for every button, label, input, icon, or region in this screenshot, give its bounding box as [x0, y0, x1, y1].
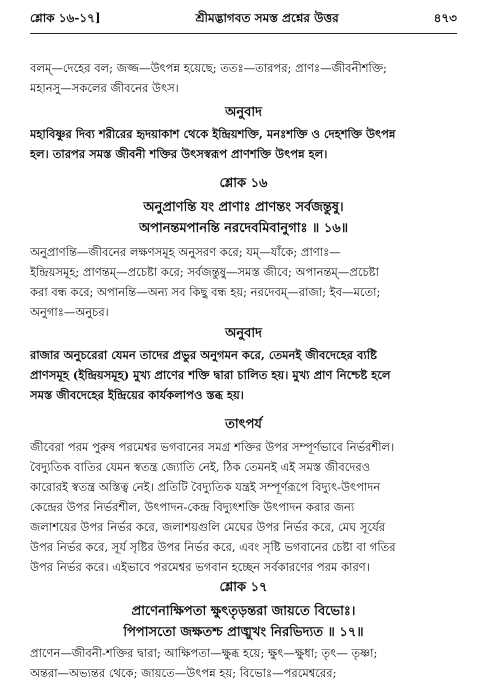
purport-line: উপর নির্ভর করে। এইভাবে পরমেশ্বর ভগবান হচ্ছেন সর্বকারণের পরম কারণ। [30, 560, 370, 574]
synonyms-16 [30, 242, 457, 322]
synonyms-line: মহানসু—সকলের জীবনের উৎস। [30, 81, 179, 95]
sloka-16-heading: শ্লোক ১৬ [219, 176, 268, 191]
translation-heading: অনুবাদ [225, 326, 262, 341]
synonyms-line: প্রাণেন—জীবনী-শক্তির দ্বারা; আক্ষিপতা—ক্ষুব্ধ হয়ে; ক্ষুৎ—ক্ষুধা; তৃৎ— তৃষ্ণা; [30, 646, 378, 660]
purport-line: উপর নির্ভর করে, সূর্য সৃষ্টির উপর নির্ভর করে, এবং সৃষ্টি ভগবানের চেষ্টা বা গতির [30, 540, 396, 554]
translation-1 [30, 124, 457, 164]
purport-heading: তাৎপর্য [225, 417, 262, 432]
translation-2 [30, 345, 457, 405]
translation-line: সমস্ত জীবদেহের ইন্দ্রিয়ের কার্যকলাপও স্তব্ধ হয়। [30, 388, 244, 402]
synonyms-line: অনুগাঃ—অনুচর। [30, 305, 109, 319]
synonyms-line: বলম্—দেহের বল; জজ্জ—উৎপন্ন হয়েছে; ততঃ—তারপর; প্রাণঃ—জীবনীশক্তি; [30, 61, 387, 75]
header-verse-range: শ্লোক ১৬-১৭] [30, 11, 101, 25]
synonyms-17 [30, 643, 457, 683]
purport-text [30, 437, 457, 577]
verse-line: পিপাসতো জক্ষতশ্চ প্রাঙ্মুখং নিরভিদ্যত ॥ ১৭॥ [123, 625, 364, 640]
translation-line: রাজার অনুচরেরা যেমন তাদের প্রভুর অনুগমন করে, তেমনই জীবদেহের ব্যষ্টি [30, 348, 377, 362]
verse-line: অনুপ্রাণন্তি যং প্রাণাঃ প্রাণন্তং সর্বজন্তুষু। [143, 200, 344, 215]
purport-line: কারোরই স্বতন্ত্র অস্তিত্ব নেই। প্রতিটি বৈদ্যুতিক যন্ত্রই সম্পূর্ণরূপে বিদ্যুৎ-উৎপাদন [30, 480, 381, 494]
purport-line: জলাশয়ের উপর নির্ভর করে, জলাশয়গুলি মেঘের উপর নির্ভর করে, মেঘ সূর্যের [30, 520, 386, 534]
purport-line: বৈদ্যুতিক বাতির যেমন স্বতন্ত্র জ্যোতি নেই, ঠিক তেমনই এই সমস্ত জীবদেরও [30, 460, 371, 474]
translation-heading: অনুবাদ [225, 105, 262, 120]
translation-line: প্রাণসমূহ (ইন্দ্রিয়সমূহ) মুখ্য প্রাণের শক্তি দ্বারা চালিত হয়। মুখ্য প্রাণ নিশ্চেষ্ট হলে [30, 368, 391, 382]
sloka-17-heading: শ্লোক ১৭ [219, 580, 268, 595]
sloka-17-verse [30, 601, 457, 643]
synonyms-line: অন্তরা—অভ্যন্তর থেকে; জায়তে—উৎপন্ন হয়; বিভোঃ—পরমেশ্বরের; [30, 666, 337, 680]
header-book-title: শ্রীমদ্ভাগবত সমস্ত প্রশ্নের উত্তর [195, 11, 339, 25]
translation-line: মহাবিষ্ণুর দিব্য শরীরের হৃদয়াকাশ থেকে ইন্দ্রিয়শক্তি, মনঃশক্তি ও দেহশক্তি উৎপন্ন [30, 127, 396, 141]
synonyms-line: ইন্দ্রিয়সমূহ; প্রাণন্তম্—প্রচেষ্টা করে; সর্বজন্তুষু—সমস্ত জীবে; অপানন্তম্—প্রচেষ্টা [30, 265, 379, 279]
synonyms-top [30, 58, 457, 98]
purport-line: কেন্দ্রের উপর নির্ভরশীল, উৎপাদন-কেন্দ্র বিদ্যুৎশক্তি উৎপাদন করার জন্য [30, 500, 355, 514]
running-header [30, 8, 457, 34]
purport-line: জীবেরা পরম পুরুষ পরমেশ্বর ভগবানের সমগ্র শক্তির উপর সম্পূর্ণভাবে নির্ভরশীল। [30, 440, 395, 454]
translation-line: হল। তারপর সমস্ত জীবনী শক্তির উৎসস্বরূপ প্রাণশক্তি উৎপন্ন হল। [30, 147, 328, 161]
verse-line: প্রাণেনাক্ষিপতা ক্ষুৎতৃড়ন্তরা জায়তে বিভোঃ। [131, 604, 356, 619]
verse-line: অপানন্তমপানন্তি নরদেবমিবানুগাঃ ॥ ১৬॥ [138, 221, 349, 236]
synonyms-line: অনুপ্রাণন্তি—জীবনের লক্ষণসমূহ অনুসরণ করে; যম্—যাঁকে; প্রাণাঃ— [30, 245, 341, 259]
sloka-16-verse [30, 197, 457, 239]
header-page-number: ৪৭৩ [433, 11, 457, 25]
synonyms-line: করা বন্ধ করে; অপানন্তি—অন্য সব কিছু বন্ধ হয়; নরদেবম্—রাজা; ইব—মতো; [30, 285, 381, 299]
